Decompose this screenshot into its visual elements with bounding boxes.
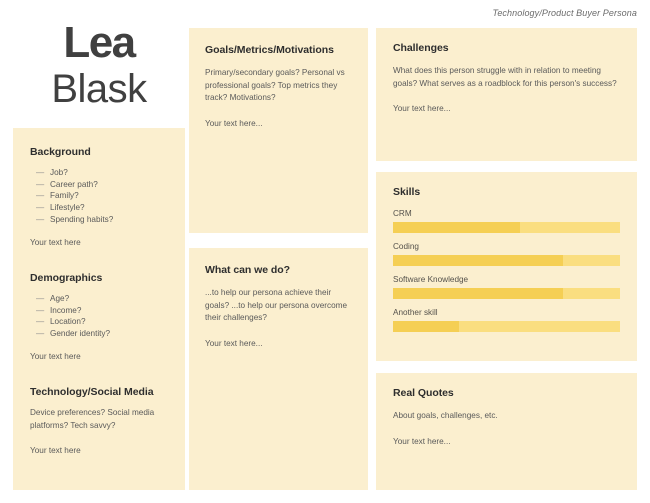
skill-label: Software Knowledge (393, 275, 469, 284)
section-title-demographics: Demographics (30, 271, 103, 284)
list-item-label: Family? (50, 191, 79, 201)
skill-track[interactable] (393, 222, 620, 233)
skill-row (393, 209, 620, 233)
list-item (36, 179, 168, 191)
persona-last-name: Blask (51, 67, 147, 112)
list-item (36, 202, 168, 214)
skill-fill (393, 255, 563, 266)
section-title-technology-social-media: Technology/Social Media (30, 386, 154, 399)
list-item (36, 214, 168, 226)
dash-icon: — (36, 179, 45, 189)
skill-row (393, 275, 620, 299)
persona-name (13, 20, 185, 112)
section-demographics (30, 272, 168, 364)
what-can-we-do-placeholder[interactable]: Your text here... (205, 339, 263, 349)
persona-first-name: Lea (63, 18, 135, 67)
skills-card (376, 172, 637, 361)
dash-icon: — (36, 202, 45, 212)
background-list (30, 167, 168, 225)
list-item-label: Career path? (50, 179, 98, 189)
challenges-card (376, 28, 637, 161)
list-item-label: Income? (50, 305, 82, 315)
goals-card-placeholder[interactable]: Your text here... (205, 119, 263, 129)
skill-row (393, 308, 620, 332)
list-item-label: Gender identity? (50, 328, 111, 338)
list-item (36, 190, 168, 202)
list-item-label: Job? (50, 168, 68, 177)
list-item-label: Spending habits? (50, 214, 114, 224)
technology-social-media-placeholder[interactable]: Your text here (30, 445, 81, 455)
document-header: Technology/Product Buyer Persona (492, 8, 637, 18)
challenges-card-title: Challenges (393, 42, 449, 54)
list-item (36, 316, 168, 328)
demographics-placeholder[interactable]: Your text here (30, 352, 81, 362)
real-quotes-placeholder[interactable]: Your text here... (393, 436, 451, 446)
skill-row (393, 242, 620, 266)
real-quotes-body: About goals, challenges, etc. (393, 411, 498, 420)
skill-fill (393, 321, 459, 332)
left-info-card (13, 128, 185, 490)
skill-fill (393, 288, 563, 299)
real-quotes-card (376, 373, 637, 490)
dash-icon: — (36, 191, 45, 201)
list-item-label: Age? (50, 293, 70, 303)
list-item (36, 328, 168, 340)
skill-track[interactable] (393, 321, 620, 332)
skill-label: CRM (393, 209, 412, 218)
list-item (36, 167, 168, 179)
skill-track[interactable] (393, 288, 620, 299)
what-can-we-do-title: What can we do? (205, 264, 291, 276)
background-placeholder[interactable]: Your text here (30, 238, 81, 248)
dash-icon: — (36, 305, 45, 315)
skill-fill (393, 222, 520, 233)
dash-icon: — (36, 328, 45, 338)
what-can-we-do-body: ...to help our persona achieve their goals? ...to help our persona overcome their challenges? (205, 288, 348, 323)
list-item (36, 293, 168, 305)
dash-icon: — (36, 293, 45, 303)
technology-social-media-body: Device preferences? Social media platforms? Tech savvy? (30, 408, 155, 430)
challenges-card-placeholder[interactable]: Your text here... (393, 104, 451, 114)
section-background (30, 146, 168, 250)
what-can-we-do-card (189, 248, 368, 490)
section-technology-social-media (30, 386, 168, 457)
challenges-card-body: What does this person struggle with in relation to meeting goals? What serves as a roadblock for this person's success? (393, 66, 617, 88)
list-item-label: Lifestyle? (50, 202, 85, 212)
dash-icon: — (36, 168, 45, 177)
dash-icon: — (36, 317, 45, 327)
list-item (36, 305, 168, 317)
dash-icon: — (36, 214, 45, 224)
demographics-list (30, 293, 168, 340)
skills-card-title: Skills (393, 186, 421, 198)
skill-track[interactable] (393, 255, 620, 266)
skill-label: Another skill (393, 308, 438, 317)
list-item-label: Location? (50, 317, 86, 327)
skill-label: Coding (393, 242, 419, 251)
goals-card (189, 28, 368, 233)
goals-card-body: Primary/secondary goals? Personal vs professional goals? Top metrics they track? Motivations? (205, 68, 345, 103)
goals-card-title: Goals/Metrics/Motivations (205, 44, 334, 56)
real-quotes-title: Real Quotes (393, 387, 454, 399)
section-title-background: Background (30, 146, 91, 158)
